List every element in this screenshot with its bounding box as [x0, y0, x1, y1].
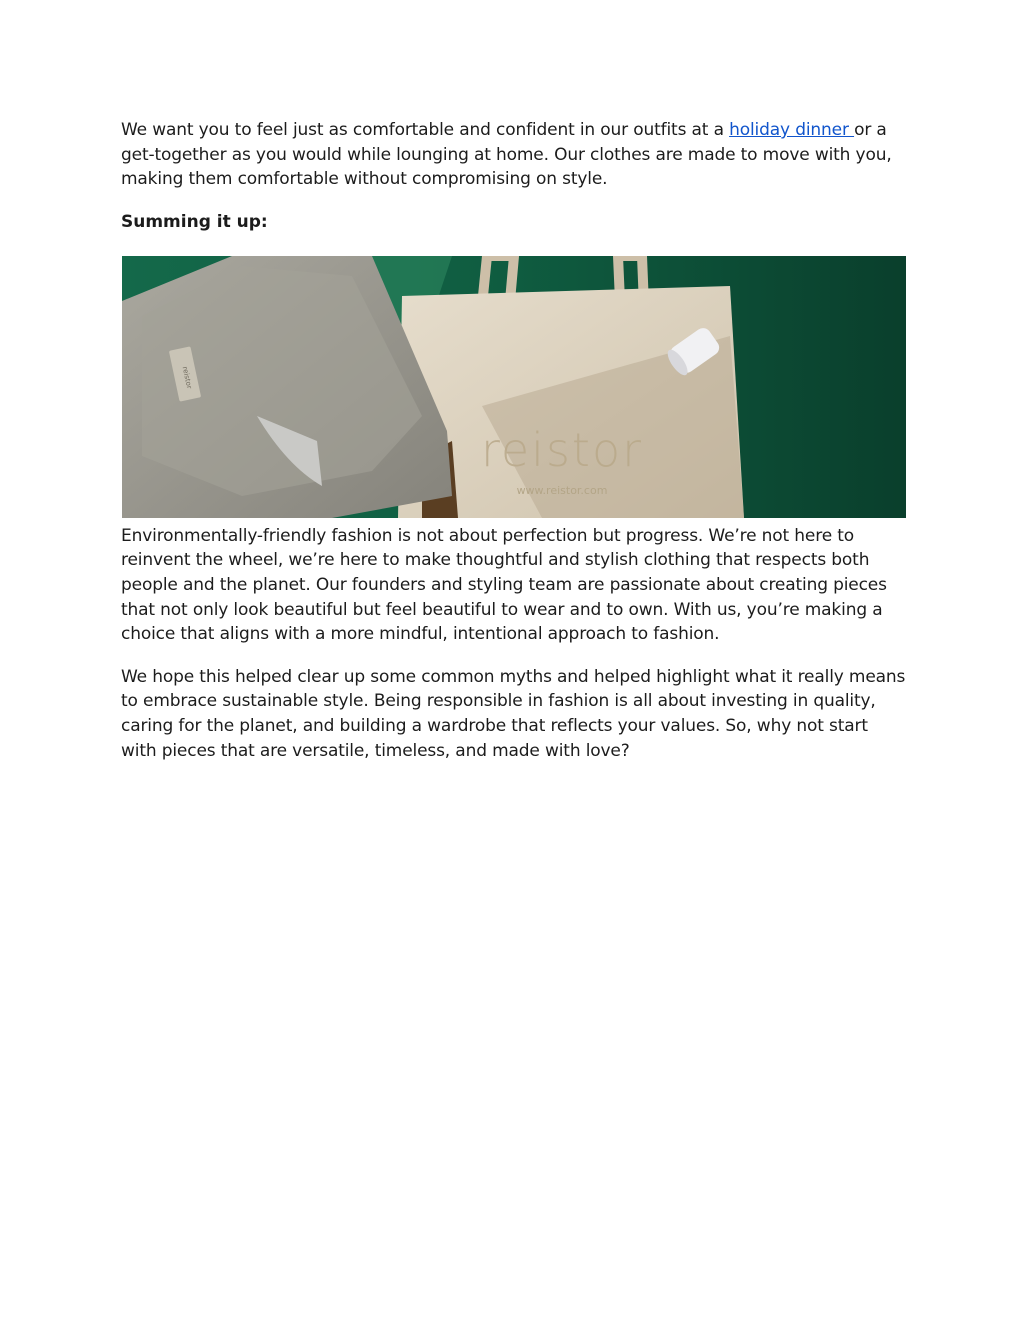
bag-logo: reistor: [480, 422, 644, 477]
intro-text-start: We want you to feel just as comfortable and confident in our outfits at a: [121, 120, 730, 140]
holiday-dinner-link[interactable]: holiday dinner: [729, 120, 855, 140]
document-content: [121, 118, 907, 781]
shirt-tag-text: reistor: [180, 365, 194, 390]
bag-url: www.reistor.com: [516, 483, 608, 497]
product-photo-illustration: [122, 256, 906, 518]
intro-text-end: or a get-together as you would while lounging at home. Our clothes are made to move with you, making them comfortable without compromising on style.: [121, 120, 892, 190]
intro-paragraph: [121, 118, 907, 192]
section-heading: Summing it up:: [121, 211, 268, 232]
body-paragraph-1: Environmentally-friendly fashion is not about perfection but progress. We’re not here to reinvent the wheel, we’re here to make thoughtful and stylish clothing that respects both people and the planet. Our founders and styling team are passionate about creating pieces that not only look beautiful but feel beautiful to wear and to own. With us, you’re making a choice that aligns with a more mindful, intentional approach to fashion.: [121, 525, 887, 645]
product-photo: [122, 256, 906, 518]
body-paragraph-2: We hope this helped clear up some common myths and helped highlight what it really means to embrace sustainable style. Being responsible in fashion is all about investing in quality, caring for the planet, and building a wardrobe that reflects your values. So, why not start with pieces that are versatile, timeless, and made with love?: [121, 666, 906, 761]
